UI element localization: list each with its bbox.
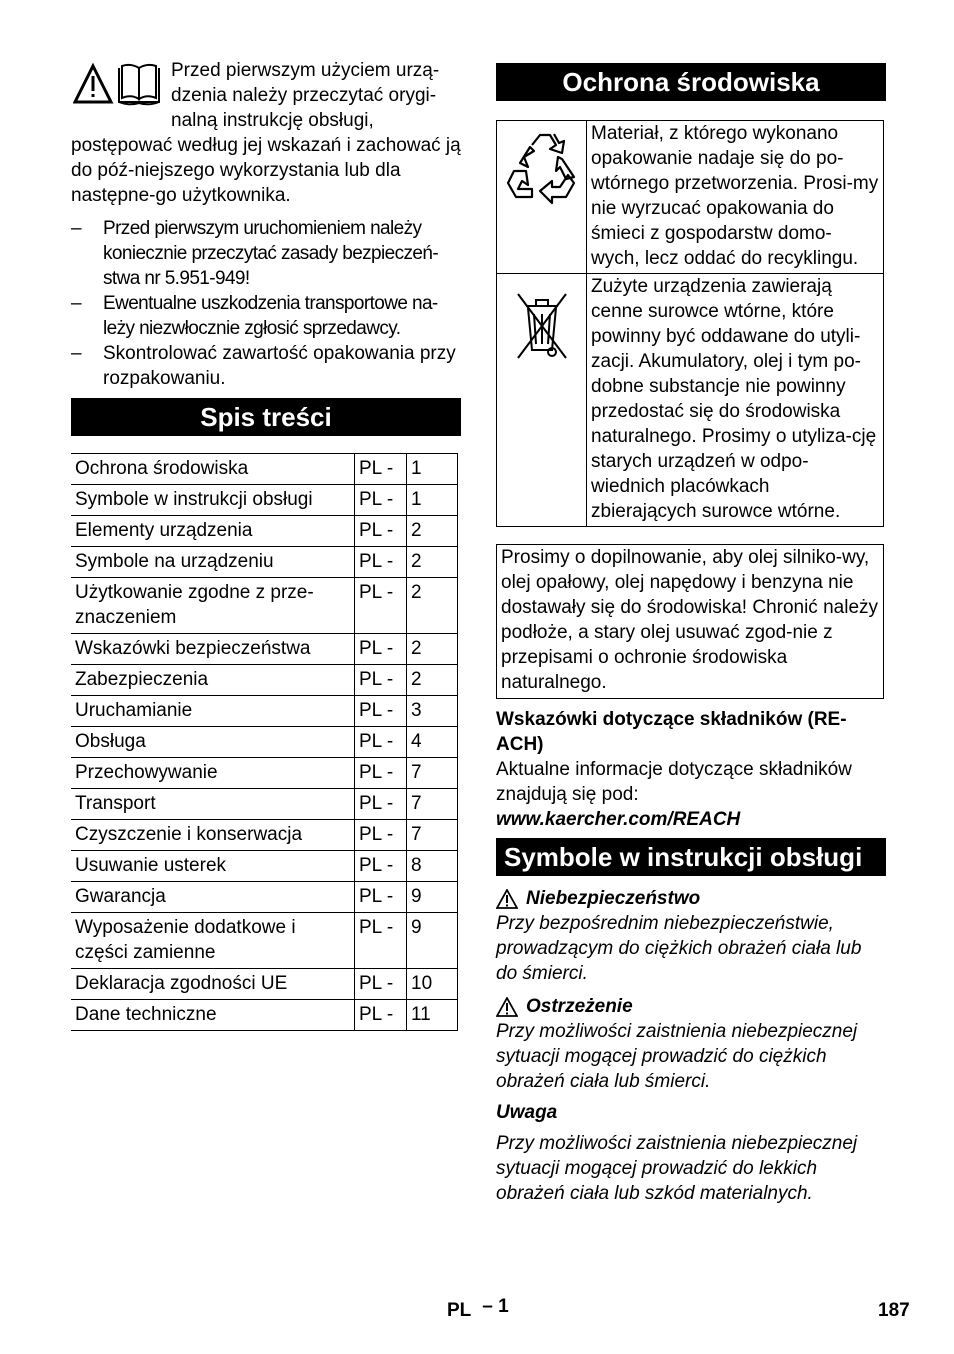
toc-entry-lang: PL -: [355, 634, 407, 665]
warning-triangle-icon: [496, 997, 518, 1017]
toc-entry-lang: PL -: [355, 578, 407, 634]
toc-row: [71, 696, 458, 727]
toc-entry-label: Usuwanie usterek: [71, 851, 355, 882]
toc-heading: Spis treści: [71, 398, 461, 436]
crossed-bin-icon: [512, 284, 572, 364]
caution-text: Przy możliwości zaistnienia niebezpiecznej sytuacji mogącej prowadzić do lekkich obrażeń ciała lub szkód materialnych.: [496, 1133, 858, 1204]
warning-heading: [496, 994, 886, 1019]
oil-notice-box: Prosimy o dopilnowanie, aby olej silniko-wy, olej opałowy, olej napędowy i benzyna nie dostawały się do środowiska! Chronić należy podłoże, a stary olej usuwać zgod-nie z przepisami o ochronie środowiska naturalnego.: [496, 544, 884, 699]
toc-entry-label: Elementy urządzenia: [71, 516, 355, 547]
warning-triangle-icon: [75, 66, 111, 102]
toc-entry-lang: PL -: [355, 1000, 407, 1031]
danger-text: Przy bezpośrednim niebezpieczeństwie, prowadzącym do ciężkich obrażeń ciała lub do śmierci.: [496, 913, 862, 984]
toc-entry-label: Symbole w instrukcji obsługi: [71, 485, 355, 516]
toc-row: [71, 634, 458, 665]
toc-entry-label: Gwarancja: [71, 882, 355, 913]
footer-section-label: [447, 1298, 509, 1323]
danger-heading: [496, 886, 886, 911]
table-row: [497, 274, 884, 527]
toc-entry-page: 1: [407, 454, 458, 485]
toc-entry-page: 7: [407, 789, 458, 820]
warning-title: Ostrzeżenie: [526, 996, 633, 1017]
warning-triangle-icon: [496, 889, 518, 909]
toc-entry-page: 2: [407, 665, 458, 696]
reach-text: Aktualne informacje dotyczące składników znajdują się pod:: [496, 759, 852, 805]
toc-entry-lang: PL -: [355, 665, 407, 696]
table-row: [497, 121, 884, 274]
page-number: 187: [878, 1300, 910, 1321]
intro-text: Przed pierwszym użyciem urzą-dzenia należy przeczytać orygi-nalną instrukcję obsługi, postępować według jej wskazań i zachować ją do póź-niejszego wykorzystania lub dla następne-go użytkownika.: [71, 60, 461, 206]
toc-entry-lang: PL -: [355, 820, 407, 851]
list-item: – Ewentualne uszkodzenia transportowe na-leży niezwłocznie zgłosić sprzedawcy.: [71, 291, 461, 341]
list-item: – Przed pierwszym uruchomieniem należy koniecznie przeczytać zasady bezpieczeń-stwa nr 5.951-949!: [71, 216, 461, 291]
bin-cell: [497, 274, 587, 527]
toc-entry-page: 9: [407, 913, 458, 969]
toc-entry-label: Obsługa: [71, 727, 355, 758]
toc-row: [71, 913, 458, 969]
toc-entry-page: 9: [407, 882, 458, 913]
recycling-cell: [497, 121, 587, 274]
caution-title: Uwaga: [496, 1102, 558, 1123]
toc-row: [71, 727, 458, 758]
list-item: – Skontrolować zawartość opakowania przy rozpakowaniu.: [71, 341, 461, 391]
toc-entry-label: Czyszczenie i konserwacja: [71, 820, 355, 851]
right-column: [496, 63, 886, 1206]
left-column: [71, 58, 461, 1031]
toc-entry-lang: PL -: [355, 485, 407, 516]
toc-entry-label: Transport: [71, 789, 355, 820]
toc-row: [71, 851, 458, 882]
danger-title: Niebezpieczeństwo: [526, 888, 701, 909]
footer-lang: PL: [447, 1300, 471, 1321]
toc-row: [71, 485, 458, 516]
toc-row: [71, 882, 458, 913]
toc-entry-label: Przechowywanie: [71, 758, 355, 789]
toc-row: [71, 516, 458, 547]
recycling-icon: [504, 131, 580, 207]
reach-link[interactable]: www.kaercher.com/REACH: [496, 809, 741, 830]
toc-entry-lang: PL -: [355, 851, 407, 882]
toc-entry-page: 7: [407, 820, 458, 851]
toc-entry-page: 2: [407, 634, 458, 665]
toc-entry-lang: PL -: [355, 882, 407, 913]
toc-row: [71, 578, 458, 634]
recycling-text: Materiał, z którego wykonano opakowanie nadaje się do po-wtórnego przetworzenia. Prosi-my nie wyrzucać opakowania do śmieci z gospodarstw domo-wych, lecz oddać do recyklingu.: [587, 121, 884, 274]
toc-entry-page: 10: [407, 969, 458, 1000]
toc-row: [71, 789, 458, 820]
toc-entry-page: 2: [407, 547, 458, 578]
footer-section-page: – 1: [482, 1296, 509, 1317]
toc-entry-lang: PL -: [355, 969, 407, 1000]
toc-entry-lang: PL -: [355, 516, 407, 547]
toc-entry-label: Deklaracja zgodności UE: [71, 969, 355, 1000]
toc-row: [71, 820, 458, 851]
reach-title: Wskazówki dotyczące składników (RE-ACH): [496, 709, 847, 755]
warning-manual-icon: [73, 62, 165, 112]
toc-entry-label: Zabezpieczenia: [71, 665, 355, 696]
toc-row: [71, 454, 458, 485]
toc-entry-page: 2: [407, 578, 458, 634]
toc-entry-page: 11: [407, 1000, 458, 1031]
toc-entry-lang: PL -: [355, 547, 407, 578]
toc-row: [71, 665, 458, 696]
toc-entry-label: Użytkowanie zgodne z prze-znaczeniem: [71, 578, 355, 634]
toc-entry-label: Symbole na urządzeniu: [71, 547, 355, 578]
toc-entry-page: 3: [407, 696, 458, 727]
environment-heading: Ochrona środowiska: [496, 63, 886, 101]
toc-row: [71, 1000, 458, 1031]
bin-text: Zużyte urządzenia zawierają cenne surowce wtórne, które powinny być oddawane do utyli-zacji. Akumulatory, olej i tym po-dobne substancje nie powinny przedostać się do środowiska naturalnego. Prosimy o utyliza-cję starych urządzeń w odpo-wiednich placówkach zbierających surowce wtórne.: [587, 274, 884, 527]
toc-entry-lang: PL -: [355, 727, 407, 758]
toc-entry-page: 7: [407, 758, 458, 789]
toc-row: [71, 547, 458, 578]
toc-entry-lang: PL -: [355, 454, 407, 485]
toc-entry-label: Ochrona środowiska: [71, 454, 355, 485]
toc-entry-page: 4: [407, 727, 458, 758]
environment-table: [496, 120, 884, 527]
intro-bullets: [71, 216, 461, 391]
warning-text: Przy możliwości zaistnienia niebezpiecznej sytuacji mogącej prowadzić do ciężkich obrażeń ciała lub śmierci.: [496, 1021, 858, 1092]
intro-section: [71, 58, 461, 208]
toc-entry-label: Uruchamianie: [71, 696, 355, 727]
toc-table: [71, 453, 458, 1031]
toc-entry-page: 2: [407, 516, 458, 547]
symbols-heading: Symbole w instrukcji obsługi: [496, 838, 886, 876]
toc-entry-label: Wskazówki bezpieczeństwa: [71, 634, 355, 665]
toc-entry-lang: PL -: [355, 758, 407, 789]
toc-row: [71, 969, 458, 1000]
toc-entry-lang: PL -: [355, 913, 407, 969]
manual-book-icon: [119, 65, 159, 104]
toc-entry-page: 1: [407, 485, 458, 516]
toc-entry-lang: PL -: [355, 696, 407, 727]
toc-entry-label: Wyposażenie dodatkowe i części zamienne: [71, 913, 355, 969]
toc-entry-label: Dane techniczne: [71, 1000, 355, 1031]
toc-entry-page: 8: [407, 851, 458, 882]
toc-row: [71, 758, 458, 789]
toc-entry-lang: PL -: [355, 789, 407, 820]
